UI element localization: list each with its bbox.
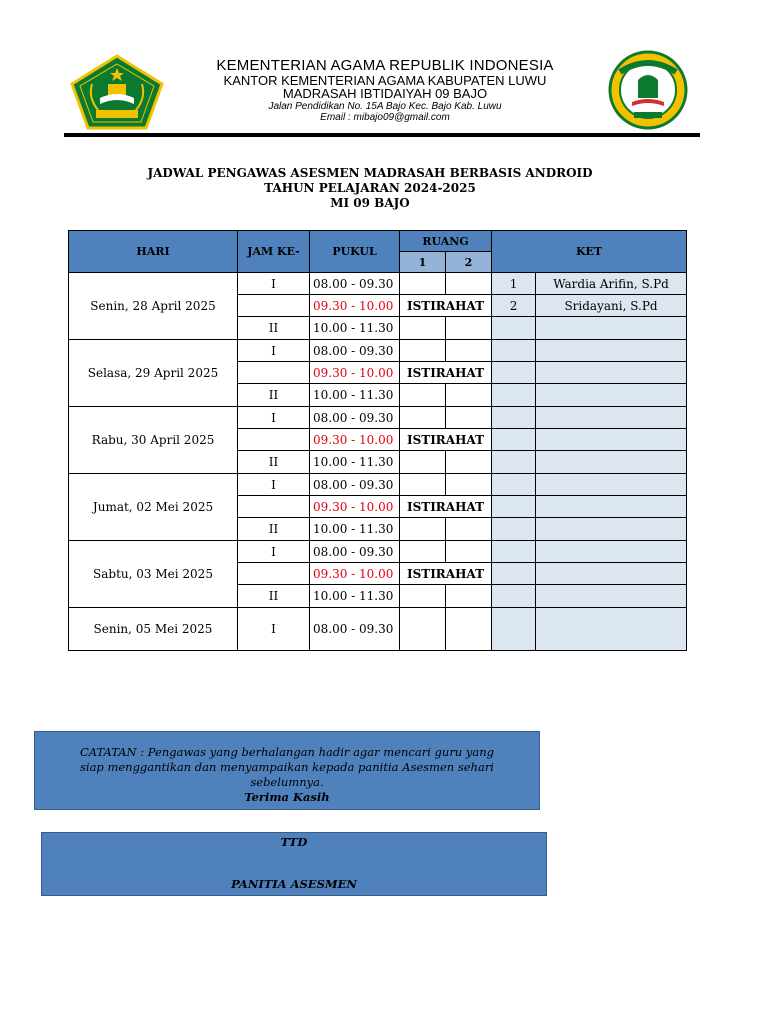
break-cell: ISTIRAHAT: [400, 563, 492, 585]
school-email: Email : mibajo09@gmail.com: [320, 111, 450, 123]
ket-name-cell: [536, 362, 687, 384]
ket-number-cell: [492, 585, 536, 608]
letterhead: [0, 0, 768, 140]
note-box: [34, 731, 540, 810]
ket-number-cell: [492, 407, 536, 429]
ket-name-cell: [536, 384, 687, 407]
room-2-cell: [446, 518, 492, 541]
room-1-cell: [400, 340, 446, 362]
ket-name-cell: Wardia Arifin, S.Pd: [536, 273, 687, 295]
ket-number-cell: 2: [492, 295, 536, 317]
note-line-1: CATATAN : Pengawas yang berhalangan hadir agar mencari guru yang: [80, 745, 494, 759]
room-2-cell: [446, 541, 492, 563]
ket-name-cell: Sridayani, S.Pd: [536, 295, 687, 317]
room-1-cell: [400, 585, 446, 608]
room-2-cell: [446, 317, 492, 340]
ket-name-cell: [536, 563, 687, 585]
ket-name-cell: [536, 608, 687, 651]
ket-name-cell: [536, 451, 687, 474]
day-cell: Rabu, 30 April 2025: [69, 407, 238, 474]
ket-number-cell: [492, 362, 536, 384]
room-2-cell: [446, 340, 492, 362]
time-cell: 10.00 - 11.30: [310, 451, 400, 474]
title-line-2: TAHUN PELAJARAN 2024-2025: [264, 181, 476, 195]
ket-number-cell: [492, 384, 536, 407]
jam-cell: I: [238, 474, 310, 496]
jam-cell: I: [238, 273, 310, 295]
time-cell: 09.30 - 10.00: [310, 362, 400, 384]
time-cell: 08.00 - 09.30: [310, 273, 400, 295]
table-row: [69, 273, 687, 295]
ket-number-cell: [492, 451, 536, 474]
room-1-cell: [400, 317, 446, 340]
day-cell: Senin, 05 Mei 2025: [69, 608, 238, 651]
ket-name-cell: [536, 474, 687, 496]
ket-number-cell: [492, 608, 536, 651]
time-cell: 10.00 - 11.30: [310, 585, 400, 608]
schedule-table: [68, 230, 687, 651]
ket-name-cell: [536, 429, 687, 451]
time-cell: 08.00 - 09.30: [310, 340, 400, 362]
jam-cell: II: [238, 451, 310, 474]
letterhead-divider: [64, 133, 700, 137]
kemenag-logo-icon: [70, 54, 164, 130]
room-1-cell: [400, 451, 446, 474]
table-row: [69, 474, 687, 496]
ket-name-cell: [536, 340, 687, 362]
jam-cell: [238, 295, 310, 317]
ket-number-cell: [492, 429, 536, 451]
room-2-cell: [446, 585, 492, 608]
time-cell: 09.30 - 10.00: [310, 429, 400, 451]
table-row: [69, 608, 687, 651]
ket-name-cell: [536, 585, 687, 608]
signature-label: TTD: [280, 835, 308, 849]
time-cell: 08.00 - 09.30: [310, 608, 400, 651]
schedule-body: [69, 273, 687, 651]
jam-cell: II: [238, 585, 310, 608]
school-name: MADRASAH IBTIDAIYAH 09 BAJO: [282, 86, 488, 102]
note-thanks: Terima Kasih: [244, 790, 330, 804]
header-jam: JAM KE-: [238, 231, 310, 273]
time-cell: 10.00 - 11.30: [310, 384, 400, 407]
room-1-cell: [400, 518, 446, 541]
room-2-cell: [446, 384, 492, 407]
room-2-cell: [446, 451, 492, 474]
day-cell: Selasa, 29 April 2025: [69, 340, 238, 407]
time-cell: 08.00 - 09.30: [310, 541, 400, 563]
table-row: [69, 340, 687, 362]
jam-cell: [238, 496, 310, 518]
room-1-cell: [400, 474, 446, 496]
room-1-cell: [400, 608, 446, 651]
header-pukul: PUKUL: [310, 231, 400, 273]
school-address: Jalan Pendidikan No. 15A Bajo Kec. Bajo Kab. Luwu: [268, 101, 502, 113]
time-cell: 09.30 - 10.00: [310, 496, 400, 518]
jam-cell: II: [238, 518, 310, 541]
signature-name: PANITIA ASESMEN: [231, 877, 357, 891]
time-cell: 10.00 - 11.30: [310, 317, 400, 340]
ket-name-cell: [536, 407, 687, 429]
ket-number-cell: [492, 563, 536, 585]
header-ruang-1: 1: [400, 252, 446, 273]
header-ruang: RUANG: [400, 231, 492, 252]
ket-name-cell: [536, 518, 687, 541]
jam-cell: II: [238, 384, 310, 407]
ket-number-cell: [492, 474, 536, 496]
room-1-cell: [400, 541, 446, 563]
room-1-cell: [400, 384, 446, 407]
room-2-cell: [446, 474, 492, 496]
madrasah-logo-icon: [606, 50, 690, 130]
ket-name-cell: [536, 541, 687, 563]
ket-number-cell: [492, 496, 536, 518]
jam-cell: I: [238, 541, 310, 563]
room-2-cell: [446, 608, 492, 651]
ket-name-cell: [536, 317, 687, 340]
jam-cell: [238, 429, 310, 451]
jam-cell: [238, 362, 310, 384]
ket-number-cell: [492, 340, 536, 362]
note-line-3: sebelumnya.: [250, 775, 324, 789]
ket-number-cell: [492, 541, 536, 563]
table-row: [69, 541, 687, 563]
time-cell: 10.00 - 11.30: [310, 518, 400, 541]
room-1-cell: [400, 273, 446, 295]
header-ruang-2: 2: [446, 252, 492, 273]
time-cell: 08.00 - 09.30: [310, 474, 400, 496]
document-title: [60, 166, 680, 211]
signature-box: [41, 832, 547, 896]
day-cell: Jumat, 02 Mei 2025: [69, 474, 238, 541]
jam-cell: I: [238, 340, 310, 362]
time-cell: 08.00 - 09.30: [310, 407, 400, 429]
break-cell: ISTIRAHAT: [400, 496, 492, 518]
ministry-name: KEMENTERIAN AGAMA REPUBLIK INDONESIA: [216, 57, 554, 74]
ket-number-cell: [492, 518, 536, 541]
header-hari: HARI: [69, 231, 238, 273]
jam-cell: I: [238, 407, 310, 429]
ket-number-cell: [492, 317, 536, 340]
jam-cell: [238, 563, 310, 585]
letterhead-text: [170, 58, 600, 123]
break-cell: ISTIRAHAT: [400, 295, 492, 317]
day-cell: Sabtu, 03 Mei 2025: [69, 541, 238, 608]
break-cell: ISTIRAHAT: [400, 429, 492, 451]
ket-number-cell: 1: [492, 273, 536, 295]
title-line-1: JADWAL PENGAWAS ASESMEN MADRASAH BERBASIS ANDROID: [147, 166, 593, 180]
room-1-cell: [400, 407, 446, 429]
ket-name-cell: [536, 496, 687, 518]
room-2-cell: [446, 273, 492, 295]
table-row: [69, 407, 687, 429]
office-name: KANTOR KEMENTERIAN AGAMA KABUPATEN LUWU: [223, 72, 547, 88]
break-cell: ISTIRAHAT: [400, 362, 492, 384]
room-2-cell: [446, 407, 492, 429]
note-line-2: siap menggantikan dan menyampaikan kepada panitia Asesmen sehari: [80, 760, 494, 774]
jam-cell: I: [238, 608, 310, 651]
title-line-3: MI 09 BAJO: [330, 196, 410, 210]
day-cell: Senin, 28 April 2025: [69, 273, 238, 340]
jam-cell: II: [238, 317, 310, 340]
time-cell: 09.30 - 10.00: [310, 563, 400, 585]
header-ket: KET: [492, 231, 687, 273]
time-cell: 09.30 - 10.00: [310, 295, 400, 317]
